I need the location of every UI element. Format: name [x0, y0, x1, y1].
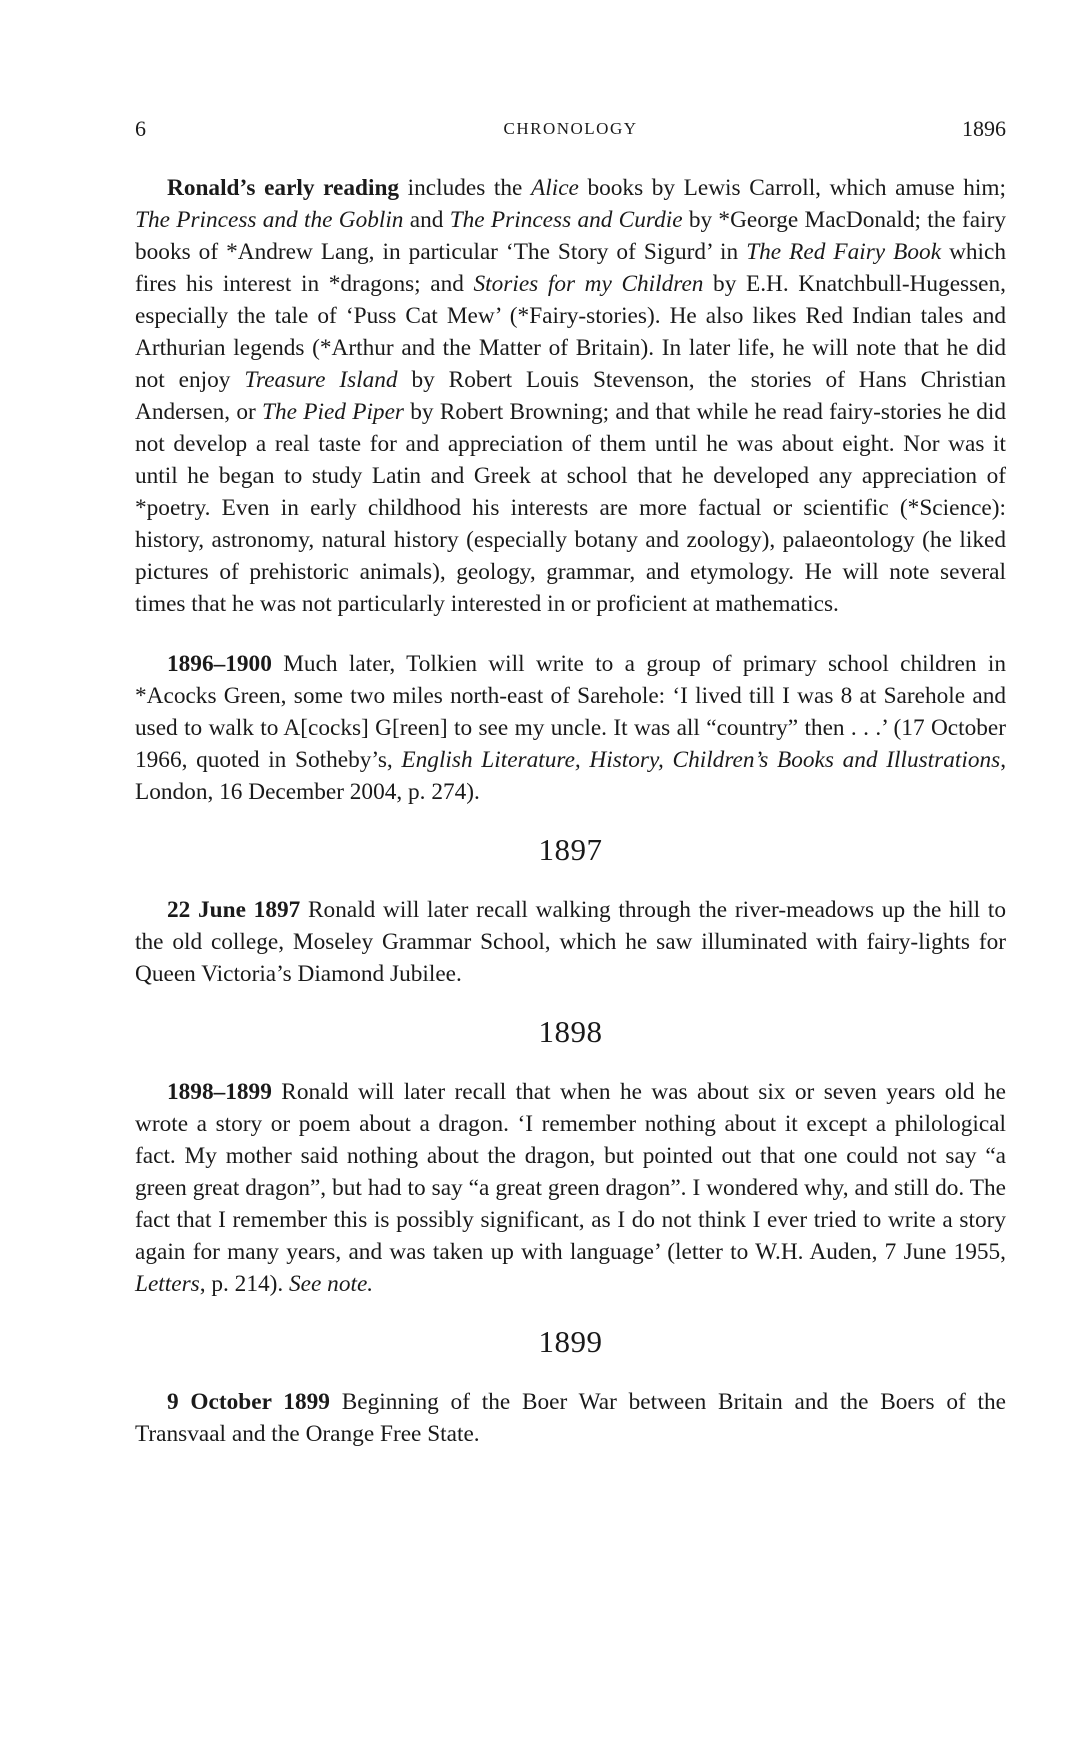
entry-lead: 9 October 1899: [167, 1389, 330, 1415]
entry-lead: 22 June 1897: [167, 897, 301, 923]
entry-9-october-1899: 9 October 1899 Beginning of the Boer War between Britain and the Boers of the Transvaal and the Orange Free State.: [135, 1389, 1006, 1447]
year-heading-1899: 1899: [538, 1324, 603, 1359]
entry-lead: 1898–1899: [167, 1079, 272, 1105]
entry-lead: Ronald’s early reading: [167, 175, 400, 201]
page-body: [135, 172, 1006, 1450]
running-year: 1896: [962, 116, 1006, 141]
entry-22-june-1897: 22 June 1897 Ronald will later recall walking through the river-meadows up the hill to the old college, Moseley Grammar School, which he saw illuminated with fairy-lights for Queen Victoria’s Diamond Jubilee.: [135, 897, 1006, 987]
entry-1898-1899: 1898–1899 Ronald will later recall that when he was about six or seven years old he wrote a story or poem about a dragon. ‘I remember nothing about it except a philological fact. My mother said nothing about the dragon, but pointed out that one could not say “a green great dragon”, but had to say “a great green dragon”. I wondered why, and still do. The fact that I remember this is possibly significant, as I do not think I ever tried to write a story again for many years, and was taken up with language’ (letter to W.H. Auden, 7 June 1955, Letters, p. 214). See note.: [135, 1079, 1006, 1297]
page-number: 6: [135, 116, 146, 141]
year-heading-1898: 1898: [538, 1014, 603, 1049]
year-heading-1897: 1897: [538, 832, 603, 867]
paragraph-gap: [135, 620, 1006, 648]
entry-1896-1900: 1896–1900 Much later, Tolkien will write to a group of primary school children in *Acocks Green, some two miles north-east of Sarehole: ‘I lived till I was 8 at Sarehole and used to walk to A[cocks] G[reen] to see my uncle. It was all “country” then . . .’ (17 October 1966, quoted in Sotheby’s, English Literature, History, Children’s Books and Illustrations, London, 16 December 2004, p. 274).: [135, 651, 1007, 805]
running-head: [135, 116, 1006, 146]
running-title: CHRONOLOGY: [503, 119, 638, 138]
entry-early-reading: Ronald’s early reading includes the Alice books by Lewis Carroll, which amuse him; The Princess and the Goblin and The Princess and Curdie by *George MacDonald; the fairy books of *Andrew Lang, in particular ‘The Story of Sigurd’ in The Red Fairy Book which fires his interest in *dragons; and Stories for my Children by E.H. Knatchbull-Hugessen, especially the tale of ‘Puss Cat Mew’ (*Fairy-stories). He also likes Red Indian tales and Arthurian legends (*Arthur and the Matter of Britain). In later life, he will note that he did not enjoy Treasure Island by Robert Louis Stevenson, the stories of Hans Christian Andersen, or The Pied Piper by Robert Browning; and that while he read fairy-stories he did not develop a real taste for and appreciation of them until he was about eight. Nor was it until he began to study Latin and Greek at school that he developed any appreciation of *poetry. Even in early childhood his interests are more factual or scientific (*Science): history, astronomy, natural history (especially botany and zoology), palaeontology (he liked pictures of prehistoric animals), geology, grammar, and etymology. He will note several times that he was not particularly interested in or proficient at mathematics.: [135, 175, 1007, 617]
entry-lead: 1896–1900: [167, 651, 272, 677]
